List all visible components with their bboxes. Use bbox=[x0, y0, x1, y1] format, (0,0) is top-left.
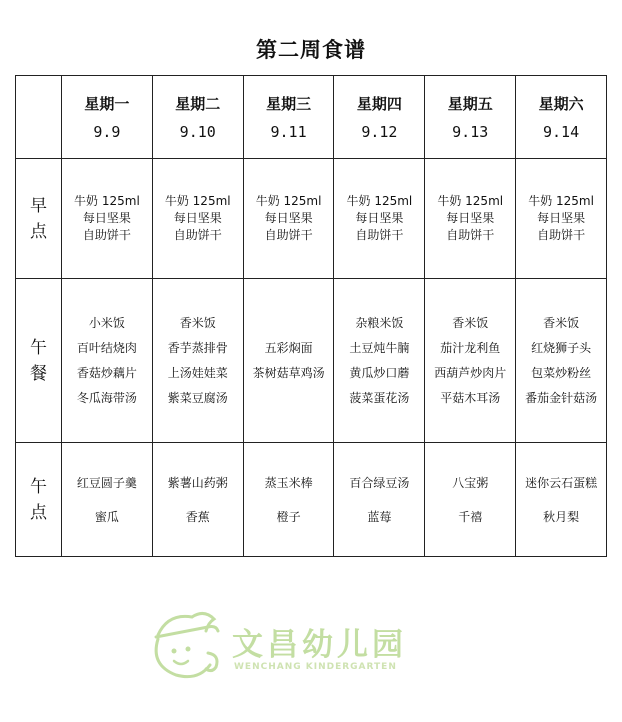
menu-item: 迷你云石蛋糕 bbox=[525, 475, 598, 490]
day-header-sat bbox=[516, 76, 607, 159]
menu-item: 西葫芦炒肉片 bbox=[434, 365, 507, 380]
menu-item: 牛奶 125ml bbox=[346, 194, 413, 208]
meal-label-char: 午 bbox=[30, 337, 47, 358]
menu-item: 红烧狮子头 bbox=[531, 340, 592, 355]
menu-item: 紫菜豆腐汤 bbox=[167, 390, 228, 405]
day-header-fri bbox=[425, 76, 516, 159]
menu-item: 平菇木耳汤 bbox=[440, 390, 501, 405]
menu-item: 自助饼干 bbox=[446, 228, 495, 242]
menu-item: 番茄金针菇汤 bbox=[525, 390, 598, 405]
menu-item: 蒸玉米棒 bbox=[264, 475, 313, 490]
breakfast-cell bbox=[425, 159, 516, 279]
menu-item: 自助饼干 bbox=[264, 228, 313, 242]
meal-label-breakfast bbox=[16, 159, 62, 279]
day-date: 9.14 bbox=[543, 123, 580, 141]
menu-item: 牛奶 125ml bbox=[528, 194, 594, 208]
meal-label-char: 点 bbox=[30, 502, 47, 523]
lunch-cell bbox=[334, 279, 425, 443]
menu-item: 冬瓜海带汤 bbox=[76, 390, 137, 405]
snack-cell bbox=[516, 443, 607, 557]
day-name: 星期六 bbox=[538, 95, 584, 113]
day-name: 星期一 bbox=[84, 95, 130, 113]
lunch-cell bbox=[62, 279, 153, 443]
lunch-cell bbox=[152, 279, 243, 443]
menu-item: 紫薯山药粥 bbox=[167, 475, 228, 490]
breakfast-cell bbox=[243, 159, 334, 279]
menu-item: 上汤娃娃菜 bbox=[167, 365, 228, 380]
menu-item: 每日坚果 bbox=[82, 211, 131, 225]
menu-item: 每日坚果 bbox=[446, 211, 495, 225]
day-header-mon bbox=[62, 76, 153, 159]
day-name: 星期五 bbox=[447, 95, 493, 113]
menu-item: 百合绿豆汤 bbox=[349, 475, 410, 490]
day-date: 9.13 bbox=[452, 123, 489, 141]
menu-item: 牛奶 125ml bbox=[437, 194, 504, 208]
menu-item: 牛奶 125ml bbox=[255, 194, 322, 208]
meal-label-lunch bbox=[16, 279, 62, 443]
page-title: 第二周食谱 bbox=[256, 38, 366, 62]
breakfast-cell bbox=[62, 159, 153, 279]
weekly-menu-table bbox=[15, 75, 607, 557]
corner-cell bbox=[16, 76, 62, 159]
lunch-cell bbox=[425, 279, 516, 443]
menu-item: 茄汁龙利鱼 bbox=[440, 340, 501, 355]
snack-cell bbox=[62, 443, 153, 557]
menu-item: 蓝莓 bbox=[367, 509, 392, 524]
day-name: 星期四 bbox=[356, 95, 402, 113]
menu-item: 香菇炒藕片 bbox=[76, 365, 137, 380]
menu-item: 牛奶 125ml bbox=[164, 194, 231, 208]
snack-cell bbox=[425, 443, 516, 557]
meal-label-char: 餐 bbox=[30, 363, 47, 384]
lunch-cell bbox=[243, 279, 334, 443]
menu-item: 自助饼干 bbox=[82, 228, 131, 242]
snack-cell bbox=[152, 443, 243, 557]
kindergarten-logo bbox=[148, 605, 448, 685]
meal-label-char: 午 bbox=[30, 476, 47, 497]
menu-item: 八宝粥 bbox=[452, 475, 489, 490]
breakfast-cell bbox=[334, 159, 425, 279]
menu-item: 香米饭 bbox=[452, 315, 489, 330]
snack-cell bbox=[334, 443, 425, 557]
header-row bbox=[16, 76, 607, 159]
child-face-icon bbox=[148, 605, 228, 685]
menu-item: 小米饭 bbox=[88, 315, 125, 330]
menu-item: 每日坚果 bbox=[537, 211, 586, 225]
menu-item: 杂粮米饭 bbox=[355, 315, 404, 330]
day-date: 9.12 bbox=[361, 123, 398, 141]
day-header-tue bbox=[152, 76, 243, 159]
day-date: 9.11 bbox=[270, 123, 307, 141]
menu-item: 秋月梨 bbox=[543, 509, 580, 524]
day-name: 星期三 bbox=[266, 95, 312, 113]
menu-item: 红豆圆子羹 bbox=[76, 475, 137, 490]
menu-item: 香芋蒸排骨 bbox=[167, 340, 228, 355]
menu-item: 香蕉 bbox=[185, 509, 210, 524]
menu-item: 每日坚果 bbox=[355, 211, 404, 225]
meal-label-char: 点 bbox=[30, 221, 47, 242]
menu-item: 牛奶 125ml bbox=[74, 194, 140, 208]
menu-item: 香米饭 bbox=[543, 315, 580, 330]
menu-item: 每日坚果 bbox=[264, 211, 313, 225]
menu-item: 菠菜蛋花汤 bbox=[349, 390, 410, 405]
meal-label-snack bbox=[16, 443, 62, 557]
day-header-thu bbox=[334, 76, 425, 159]
lunch-row bbox=[16, 279, 607, 443]
menu-item: 茶树菇草鸡汤 bbox=[252, 365, 325, 380]
breakfast-cell bbox=[516, 159, 607, 279]
menu-item: 千禧 bbox=[458, 509, 483, 524]
menu-item: 香米饭 bbox=[179, 315, 216, 330]
day-header-wed bbox=[243, 76, 334, 159]
breakfast-cell bbox=[152, 159, 243, 279]
day-date: 9.10 bbox=[179, 123, 216, 141]
day-date: 9.9 bbox=[93, 123, 121, 141]
menu-item: 橙子 bbox=[276, 509, 301, 524]
menu-item: 自助饼干 bbox=[537, 228, 586, 242]
snack-row bbox=[16, 443, 607, 557]
breakfast-row bbox=[16, 159, 607, 279]
day-name: 星期二 bbox=[175, 95, 221, 113]
menu-item: 自助饼干 bbox=[355, 228, 404, 242]
menu-item: 自助饼干 bbox=[173, 228, 222, 242]
logo-name-cn: 文昌幼儿园 bbox=[232, 627, 407, 663]
meal-label-char: 早 bbox=[30, 195, 47, 216]
menu-item: 每日坚果 bbox=[173, 211, 222, 225]
menu-item: 土豆炖牛腩 bbox=[349, 340, 410, 355]
menu-item: 百叶结烧肉 bbox=[76, 340, 137, 355]
menu-item: 黄瓜炒口蘑 bbox=[349, 365, 410, 380]
menu-item: 蜜瓜 bbox=[94, 509, 119, 524]
logo-name-en: WENCHANG KINDERGARTEN bbox=[234, 662, 397, 672]
menu-item: 五彩焖面 bbox=[264, 340, 313, 355]
menu-item: 包菜炒粉丝 bbox=[531, 365, 592, 380]
snack-cell bbox=[243, 443, 334, 557]
lunch-cell bbox=[516, 279, 607, 443]
